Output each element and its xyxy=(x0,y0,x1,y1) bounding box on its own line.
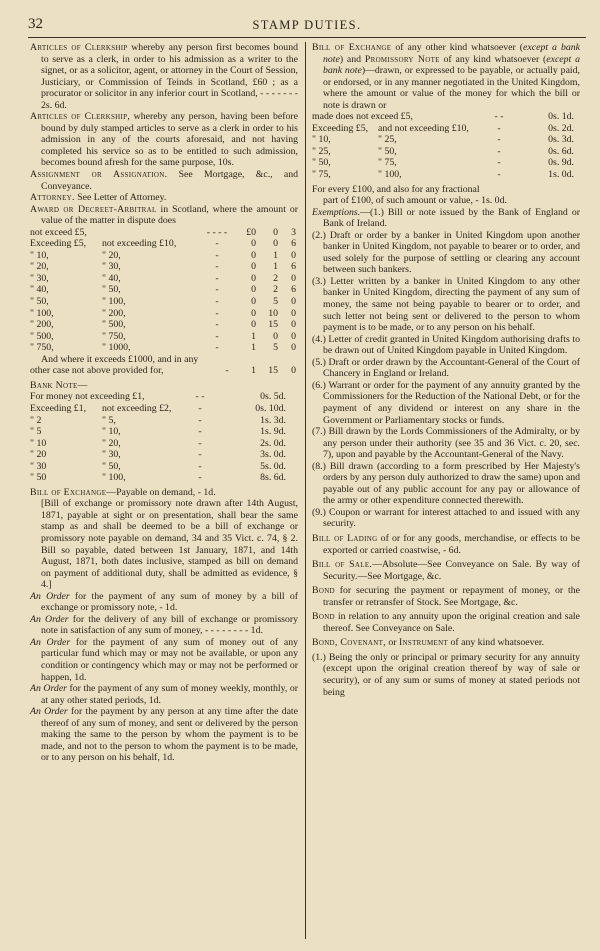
leader: - xyxy=(198,402,202,414)
range-from: " 500, xyxy=(30,330,54,342)
pence: 0 xyxy=(291,330,296,342)
leader: - xyxy=(198,449,202,461)
exemption-7: (7.) Bill drawn by the Lords Commissioners of the Admiralty, or by any person under their authority (see 35 and 36 Vict. c. 20, sec. 7), upon and payable by the Accountant-General of the Navy. xyxy=(312,426,580,461)
range-from: Exceeding £5, xyxy=(312,122,369,134)
left-column xyxy=(30,42,298,764)
award-rate-row xyxy=(30,227,298,239)
leader: - xyxy=(215,330,219,342)
range-to: " 50, xyxy=(378,145,397,157)
pence: 6 xyxy=(291,284,296,296)
entry-bill-of-sale: Bill of Sale.—Absolute—See Conveyance on Sale. By way of Security.—See Mortgage, &c. xyxy=(312,559,580,582)
pounds: 0 xyxy=(251,238,256,250)
running-title: STAMP DUTIES. xyxy=(252,18,362,32)
leader: - xyxy=(497,169,501,181)
leader: - xyxy=(198,437,202,449)
range-to: " 10, xyxy=(102,426,121,438)
order-2: An Order for the delivery of any bill of exchange or promissory note in satisfaction of any sum of money, - - - - - - - - 1d. xyxy=(30,613,299,637)
entry-bond-securing: Bond for securing the payment or repayment of money, or the transfer or retransfer of Stock. See Mortgage, &c. xyxy=(312,585,580,608)
range-to xyxy=(102,227,196,239)
leader: - xyxy=(215,319,219,331)
award-rate-row xyxy=(30,342,298,354)
shillings: 2 xyxy=(273,284,278,296)
bill-rate-row xyxy=(312,169,580,181)
range-from: " 100, xyxy=(30,307,54,319)
award-rate-row xyxy=(30,296,298,308)
order-1: An Order for the payment of any sum of money by a bill of exchange or promissory note, - 1d. xyxy=(30,590,298,614)
bank-note-rate-row xyxy=(30,415,298,427)
range-to: " 40, xyxy=(102,272,121,284)
award-rate-row xyxy=(30,273,298,285)
entry-bill-of-lading: Bill of Lading of or for any goods, merchandise, or effects to be exported or carried coastwise, - 6d. xyxy=(312,532,581,556)
entry-bond-covenant: Bond, Covenant, or Instrument of any kind whatsoever. xyxy=(312,637,545,649)
pounds: 0 xyxy=(251,307,256,319)
entry-bank-note: Bank Note— xyxy=(30,379,88,391)
shillings: 0 xyxy=(273,330,278,342)
order-3: An Order for the payment of any sum of money out of any particular fund which may or may not be available, or upon any condition or contingency which may or may not be performed or happen, 1d. xyxy=(30,636,299,683)
range-to: and not exceeding £10, xyxy=(378,122,469,134)
exemption-5: (5.) Draft or order drawn by the Accountant-General of the Court of Chancery in England or Ireland. xyxy=(312,356,580,380)
award-rate-table xyxy=(30,227,298,354)
range-to: " 5, xyxy=(102,414,116,426)
award-rate-row xyxy=(30,319,298,331)
range-to: not exceeding £10, xyxy=(102,238,177,250)
award-rate-row xyxy=(30,308,298,320)
entry-articles-clerkship-2: Articles of Clerkship, whereby any person, having been before bound by duly stamped articles to serve as a clerk in order to his admission in any of the courts aforesaid, and not having completed his service so as to be entitled to such admission, becomes bound afresh for the same purpose, 10s. xyxy=(30,111,298,169)
leader: - - xyxy=(195,391,205,403)
range-to: " 750, xyxy=(102,330,126,342)
range-from: " 50, xyxy=(30,296,49,308)
entry-articles-clerkship-1: Articles of Clerkship whereby any person first becomes bound to serve as a clerk, in order to his admission as a writer to the signet, or as a solicitor, agent, or attorney in the Court of Session, Justiciary, or Commission of Teinds in Scotland, £60 ; as a procurator or solicitor in any inferior court in Scotland, - - - - - - - 2s. 6d. xyxy=(30,42,298,111)
range-to: " 50, xyxy=(102,460,121,472)
range-to: " 100, xyxy=(102,296,126,308)
column-divider xyxy=(305,42,306,939)
leader: - xyxy=(198,460,202,472)
bill-rate-row xyxy=(312,146,580,158)
duty-value: 1s. 0d. xyxy=(548,169,574,181)
duty-value: 0s. 10d. xyxy=(255,402,286,414)
shillings: 0 xyxy=(273,238,278,250)
award-rate-row xyxy=(30,331,298,343)
pence: 0 xyxy=(291,307,296,319)
leader: - xyxy=(215,272,219,284)
pounds: 1 xyxy=(251,330,256,342)
every-100-line: part of £100, of such amount or value, - 1s. 0d. xyxy=(323,195,507,207)
leader: - - xyxy=(494,111,504,123)
duty-value: 2s. 0d. xyxy=(260,437,286,449)
pence: 0 xyxy=(291,296,296,308)
pounds: 0 xyxy=(251,261,256,273)
leader: - xyxy=(497,134,501,146)
range-from: " 75, xyxy=(312,169,331,181)
award-rate-row xyxy=(30,250,298,262)
entry-bill-of-exchange-other: Bill of Exchange of any other kind whatsoever (except a bank note) and Promissory Note of any kind whatsoever (except a bank note)—drawn, or expressed to be payable, or actually paid, or endorsed, or in any manner negotiated in the United Kingdom, where the amount or value of the money for which the bill or note is drawn or xyxy=(312,42,580,111)
entry-assignment: Assignment or Assignation. See Mortgage, &c., and Conveyance. xyxy=(30,169,298,192)
leader: - xyxy=(198,472,202,484)
duty-value: 3s. 0d. xyxy=(260,449,286,461)
range-from: " 50 xyxy=(30,472,47,484)
range-from: Exceeding £5, xyxy=(30,238,87,250)
range-to: " 25, xyxy=(378,134,397,146)
range-from: " 2 xyxy=(30,414,42,426)
pence: 6 xyxy=(291,238,296,250)
bond-covenant-1: (1.) Being the only or principal or primary security for any annuity (except upon the original creation thereof by way of sale or security), or of any sum or sums of money at stated periods not being xyxy=(312,651,580,698)
duty-value: 0s. 6d. xyxy=(548,145,574,157)
range-from: " 20, xyxy=(30,261,49,273)
shillings: 2 xyxy=(273,272,278,284)
duty-value: 1s. 9d. xyxy=(260,426,286,438)
entry-bond-annuity: Bond in relation to any annuity upon the original creation and sale thereof. See Conveyance on Sale. xyxy=(312,611,580,634)
pence: 3 xyxy=(291,226,296,238)
range-from: " 40, xyxy=(30,284,49,296)
range-from: " 30 xyxy=(30,460,47,472)
exemption-2: (2.) Draft or order by a banker in United Kingdom upon another banker in United Kingdom, not payable to bearer or to order, and used solely for the purpose of settling or clearing any account between such bankers. xyxy=(312,229,580,276)
award-rate-row: And where it exceeds £1000, and in any xyxy=(41,353,199,365)
bank-note-rate-row xyxy=(30,403,298,415)
right-column xyxy=(312,42,580,698)
shillings: 0 xyxy=(273,226,278,238)
pounds: 0 xyxy=(251,272,256,284)
bill-rate-row xyxy=(312,134,580,146)
shillings: 10 xyxy=(268,307,278,319)
pence: 6 xyxy=(291,261,296,273)
entry-bill-of-exchange-demand: Bill of Exchange—Payable on demand, - 1d. xyxy=(30,486,216,498)
leader: - xyxy=(497,122,501,134)
range-to: " 30, xyxy=(102,449,121,461)
bill-rate-row xyxy=(312,123,580,135)
range-from: " 25, xyxy=(312,145,331,157)
range-from: " 10 xyxy=(30,437,47,449)
award-rate-row xyxy=(30,284,298,296)
bank-note-rate-row xyxy=(30,438,298,450)
entry-attorney: Attorney. See Letter of Attorney. xyxy=(30,192,167,204)
bank-note-rate-row xyxy=(30,391,298,403)
pounds: 0 xyxy=(251,319,256,331)
range-to: " 500, xyxy=(102,319,126,331)
page-header xyxy=(28,16,586,34)
bank-note-rate-row xyxy=(30,472,298,484)
exemption-6: (6.) Warrant or order for the payment of any annuity granted by the Commissioners for the Reduction of the National Debt, or for the payment of any dividend or interest on any share in the Government or Parliamentary stocks or funds. xyxy=(312,379,580,426)
duty-value: 0s. 9d. xyxy=(548,157,574,169)
range-from: made does not exceed £5, xyxy=(312,111,413,123)
award-rate-row xyxy=(30,238,298,250)
shillings: 15 xyxy=(268,319,278,331)
duty-value: 8s. 6d. xyxy=(260,472,286,484)
range-from: " 10, xyxy=(30,249,49,261)
duty-value: 0s. 5d. xyxy=(260,391,286,403)
range-from: " 50, xyxy=(312,157,331,169)
entry-award: Award or Decreet-Arbitral in Scotland, where the amount or value of the matter in dispute does xyxy=(30,203,299,227)
pence: 0 xyxy=(291,272,296,284)
leader: - xyxy=(198,414,202,426)
bank-note-rate-row xyxy=(30,426,298,438)
bill-rate-row xyxy=(312,157,580,169)
shillings: 1 xyxy=(273,249,278,261)
award-rate-row xyxy=(30,261,298,273)
shillings: 1 xyxy=(273,261,278,273)
order-5: An Order for the payment by any person at any time after the date thereof of any sum of money, and sent or delivered by the person making the same to the person by whom the payment is to be made, and not to the person to whom the payment is to be made, or to any person on his behalf, 1d. xyxy=(30,706,299,764)
pence: 0 xyxy=(291,249,296,261)
bill-rate-row xyxy=(312,111,580,123)
every-100-line: For every £100, and also for any fractional xyxy=(312,183,480,195)
header-rule xyxy=(28,37,586,38)
leader: - xyxy=(215,307,219,319)
pence: 0 xyxy=(291,319,296,331)
range-to: " 50, xyxy=(102,284,121,296)
leader: - - - - xyxy=(206,226,228,238)
order-4: An Order for the payment of any sum of money weekly, monthly, or at any other stated periods, 1d. xyxy=(30,683,298,706)
range-to: " 20, xyxy=(102,249,121,261)
shillings: 5 xyxy=(273,342,278,354)
bill-of-exchange-rate-table xyxy=(312,111,580,180)
pence: 0 xyxy=(291,342,296,354)
duty-value: 1s. 3d. xyxy=(260,414,286,426)
duty-value: 0s. 1d. xyxy=(548,111,574,123)
range-from: For money not exceeding £1, xyxy=(30,391,145,403)
bank-note-rate-table xyxy=(30,391,298,483)
pounds: 0 xyxy=(251,249,256,261)
pounds: 0 xyxy=(251,284,256,296)
range-from: " 10, xyxy=(312,134,331,146)
range-from: Exceeding £1, xyxy=(30,402,87,414)
leader: - xyxy=(497,145,501,157)
leader: - xyxy=(215,342,219,354)
page-number: 32 xyxy=(28,16,43,32)
award-rate-row: other case not above provided for, - 1 15 0 xyxy=(30,365,296,377)
range-from: " 20 xyxy=(30,449,47,461)
leader: - xyxy=(215,249,219,261)
shillings: 5 xyxy=(273,296,278,308)
range-to: not exceeding £2, xyxy=(102,402,172,414)
range-to: " 100, xyxy=(102,472,126,484)
range-from: " 5 xyxy=(30,426,42,438)
range-to: " 20, xyxy=(102,437,121,449)
leader: - xyxy=(215,238,219,250)
range-to: " 1000, xyxy=(102,342,131,354)
range-to: " 200, xyxy=(102,307,126,319)
duty-value: 5s. 0d. xyxy=(260,460,286,472)
bank-note-rate-row xyxy=(30,449,298,461)
pounds: 1 xyxy=(251,342,256,354)
exemption-9: (9.) Coupon or warrant for interest attached to and issued with any security. xyxy=(312,506,580,530)
range-from: " 750, xyxy=(30,342,54,354)
duty-value: 0s. 2d. xyxy=(548,122,574,134)
exemption-8: (8.) Bill drawn (according to a form prescribed by Her Majesty's orders by any person duly authorized to draw the same) upon and payable out of any public account for any pay or allowance of the army or other expenditure connected therewith. xyxy=(312,460,580,507)
bill-of-exchange-note: [Bill of exchange or promissory note drawn after 14th August, 1871, payable at sight or on presentation, shall bear the same stamp as and shall be deemed to be a bill of exchange or promissory note payable on demand, 34 and 35 Vict. c. 74, § 2. Bill so payable, dated between 1st January, 1871, and 14th August, 1871, both dates inclusive, stamped as bill on demand on payment of additional duty, shall be admitted as evidence, § 4.] xyxy=(41,498,298,591)
leader: - xyxy=(198,426,202,438)
leader: - xyxy=(215,284,219,296)
bank-note-rate-row xyxy=(30,461,298,473)
exemption-4: (4.) Letter of credit granted in United Kingdom authorising drafts to be drawn out of United Kingdom payable in United Kingdom. xyxy=(312,333,580,357)
range-to: " 30, xyxy=(102,261,121,273)
exemptions: Exemptions.—(1.) Bill or note issued by the Bank of England or Bank of Ireland. xyxy=(312,206,580,230)
exemption-3: (3.) Letter written by a banker in United Kingdom to any other banker in United Kingdom, directing the payment of any sum of money, the same not being payable to bearer or to order, and such letter not being sent or delivered to the person to whom payment is to be made, or to any person on his behalf. xyxy=(312,275,580,334)
leader: - xyxy=(497,157,501,169)
range-from: " 30, xyxy=(30,272,49,284)
pounds: £0 xyxy=(246,226,256,238)
range-from: " 200, xyxy=(30,319,54,331)
leader: - xyxy=(215,296,219,308)
range-from: not exceed £5, xyxy=(30,226,87,238)
duty-value: 0s. 3d. xyxy=(548,134,574,146)
pounds: 0 xyxy=(251,296,256,308)
range-to: " 75, xyxy=(378,157,397,169)
range-to: " 100, xyxy=(378,169,402,181)
leader: - xyxy=(215,261,219,273)
